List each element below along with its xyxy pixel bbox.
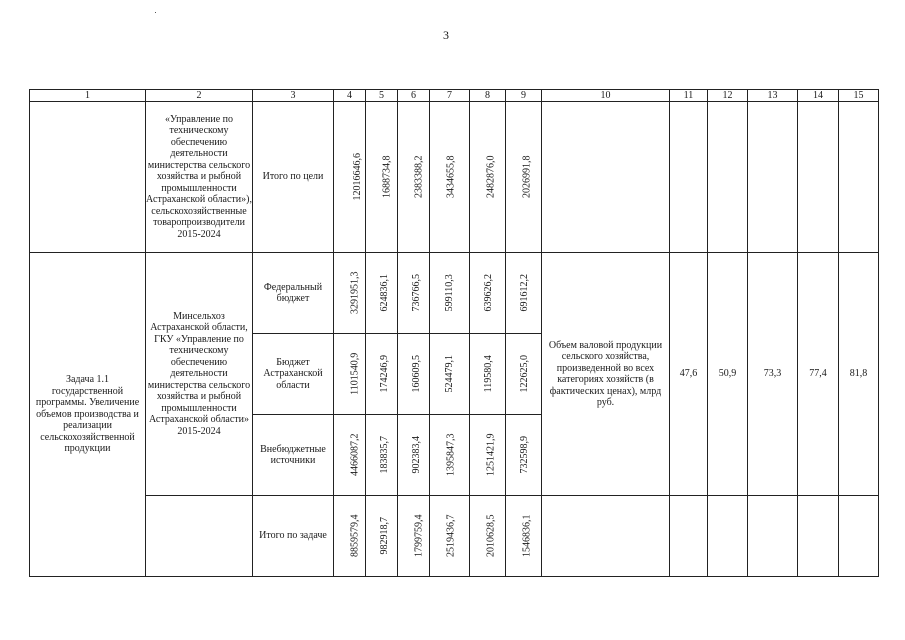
value-cell: [398, 415, 430, 496]
task-name: Задача 1.1 государственной программы. Увеличение объемов производства и реализации сельскохозяйственной продукции: [30, 253, 146, 577]
value-text: 122625,0: [519, 355, 530, 393]
value-text: 4466087,2: [349, 433, 361, 477]
indicator-value: 47,6: [670, 253, 708, 496]
task-indicator: Объем валовой продукции сельского хозяйства, произведенной во всех категориях хозяйств (в фактических ценах), млрд руб.: [542, 253, 670, 496]
value-cell: [366, 334, 398, 415]
value-text: 599110,3: [443, 274, 455, 312]
value-cell: [366, 496, 398, 577]
value-text: 1101540,9: [349, 352, 361, 396]
scan-speck: [155, 12, 156, 13]
value-cell: [366, 253, 398, 334]
value-cell: [470, 102, 506, 253]
value-cell: [334, 253, 366, 334]
value-text: 1395847,3: [445, 433, 457, 477]
value-text: 2482876,0: [485, 155, 497, 199]
header-cell: 4: [334, 90, 366, 102]
value-text: 1546836,1: [521, 514, 533, 558]
value-cell: [506, 102, 542, 253]
empty-cell: [146, 496, 253, 577]
value-cell: [470, 253, 506, 334]
empty-cell: [708, 496, 748, 577]
value-text: 1799759,4: [413, 514, 425, 558]
value-cell: [430, 496, 470, 577]
header-cell: 11: [670, 90, 708, 102]
empty-cell: [708, 102, 748, 253]
value-text: 183835,7: [379, 436, 390, 474]
source-task-total: Итого по задаче: [253, 496, 334, 577]
indicator-value: 50,9: [708, 253, 748, 496]
header-cell: 14: [798, 90, 839, 102]
value-text: 2519436,7: [445, 514, 457, 558]
empty-cell: [839, 102, 879, 253]
source-extrabudget: Внебюджетные источники: [253, 415, 334, 496]
indicator-value: 73,3: [748, 253, 798, 496]
value-cell: [398, 102, 430, 253]
empty-cell: [670, 496, 708, 577]
program-table: [29, 89, 879, 577]
value-text: 902383,4: [411, 436, 422, 474]
value-text: 12016646,6: [352, 153, 363, 201]
source-federal: Федеральный бюджет: [253, 253, 334, 334]
header-row: [30, 90, 879, 102]
header-cell: 7: [430, 90, 470, 102]
header-cell: 3: [253, 90, 334, 102]
value-text: 2010628,5: [485, 514, 497, 558]
value-cell: [398, 334, 430, 415]
empty-cell: [30, 102, 146, 253]
header-cell: 5: [366, 90, 398, 102]
task-total-row: [30, 496, 879, 577]
empty-cell: [798, 102, 839, 253]
value-cell: [470, 334, 506, 415]
indicator-value: 81,8: [839, 253, 879, 496]
value-cell: [334, 334, 366, 415]
header-cell: 8: [470, 90, 506, 102]
value-cell: [506, 496, 542, 577]
value-text: 2026991,8: [521, 155, 533, 199]
source-regional: Бюджет Астраханской области: [253, 334, 334, 415]
indicator-value: 77,4: [798, 253, 839, 496]
task-row-federal: [30, 253, 879, 334]
value-cell: [334, 102, 366, 253]
value-cell: [334, 415, 366, 496]
header-cell: 6: [398, 90, 430, 102]
header-cell: 10: [542, 90, 670, 102]
value-cell: [366, 102, 398, 253]
value-cell: [506, 334, 542, 415]
value-text: 524479,1: [443, 355, 455, 393]
empty-cell: [670, 102, 708, 253]
value-text: 160609,5: [411, 355, 422, 393]
value-text: 982918,7: [379, 517, 390, 555]
value-cell: [366, 415, 398, 496]
header-cell: 13: [748, 90, 798, 102]
value-text: 1688734,8: [381, 155, 393, 199]
header-cell: 12: [708, 90, 748, 102]
value-cell: [430, 253, 470, 334]
page-number: 3: [443, 28, 449, 42]
empty-cell: [542, 102, 670, 253]
empty-cell: [748, 496, 798, 577]
value-cell: [398, 496, 430, 577]
value-text: 119580,4: [482, 355, 494, 393]
goal-total-row: [30, 102, 879, 253]
empty-cell: [839, 496, 879, 577]
value-text: 736766,5: [411, 274, 422, 312]
header-cell: 9: [506, 90, 542, 102]
value-text: 2383388,2: [413, 155, 425, 199]
value-cell: [470, 496, 506, 577]
value-cell: [506, 415, 542, 496]
value-text: 3434655,8: [445, 155, 457, 199]
goal-executor: «Управление по техническому обеспечению деятельности министерства сельского хозяйства и рыбной промышленности Астраханской области»), сельскохозяйственные товаропроизводители 2015-2024: [146, 102, 253, 253]
header-cell: 1: [30, 90, 146, 102]
value-cell: [470, 415, 506, 496]
value-text: 1251421,9: [485, 433, 497, 477]
value-text: 691612,2: [519, 274, 530, 312]
empty-cell: [798, 496, 839, 577]
empty-cell: [542, 496, 670, 577]
task-executor: Минсельхоз Астраханской области, ГКУ «Управление по техническому обеспечению деятельности министерства сельского хозяйства и рыбной промышленности Астраханской области» 2015-2024: [146, 253, 253, 496]
empty-cell: [748, 102, 798, 253]
value-cell: [430, 102, 470, 253]
value-cell: [398, 253, 430, 334]
value-cell: [430, 415, 470, 496]
header-cell: 2: [146, 90, 253, 102]
value-cell: [334, 496, 366, 577]
value-text: 732598,9: [519, 436, 530, 474]
value-cell: [506, 253, 542, 334]
value-text: 3291951,3: [349, 271, 361, 315]
value-text: 624836,1: [379, 274, 390, 312]
value-text: 174246,9: [379, 355, 390, 393]
goal-source: Итого по цели: [253, 102, 334, 253]
value-cell: [430, 334, 470, 415]
value-text: 8859579,4: [349, 514, 361, 558]
header-cell: 15: [839, 90, 879, 102]
value-text: 639626,2: [483, 274, 494, 312]
